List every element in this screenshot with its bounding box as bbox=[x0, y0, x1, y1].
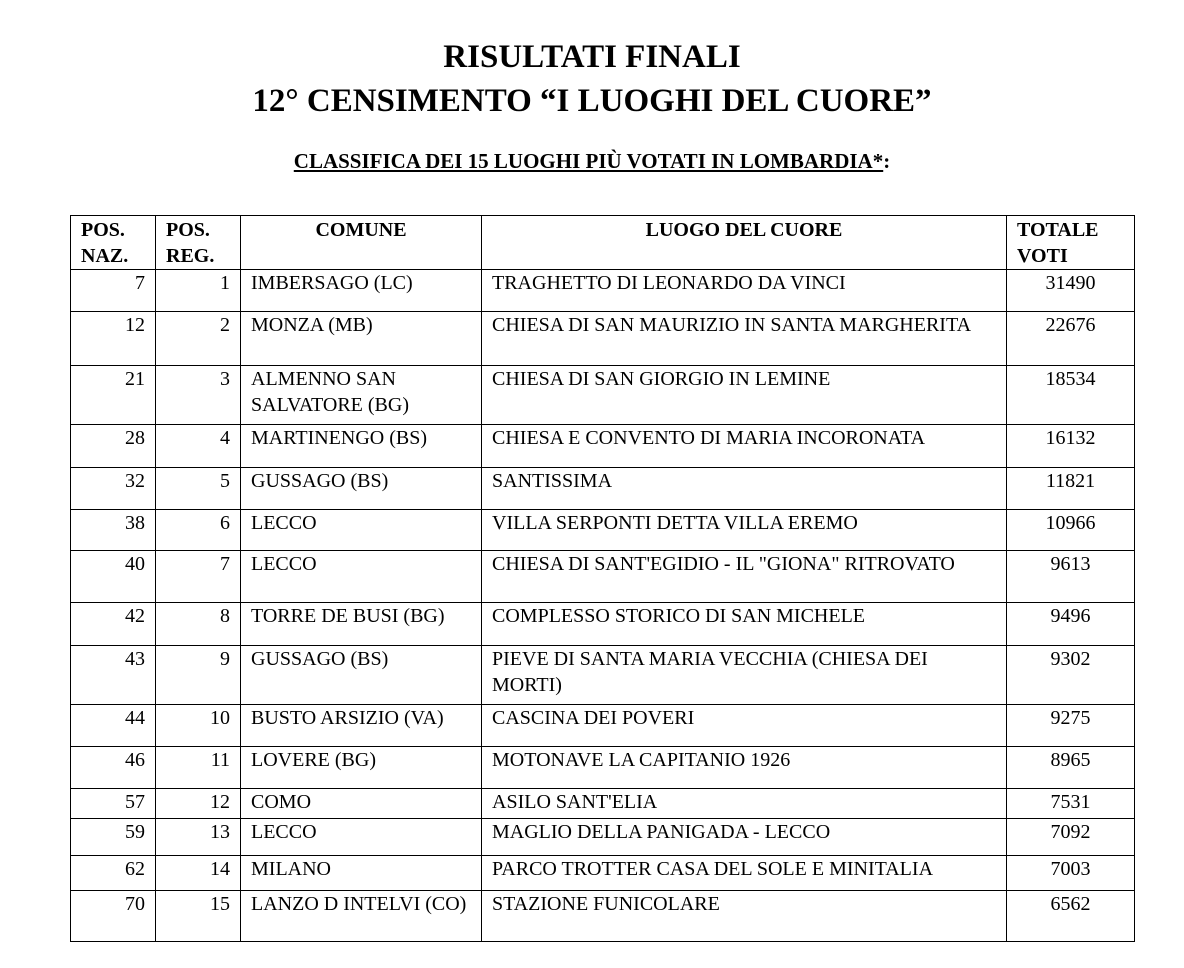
cell-comune: MARTINENGO (BS) bbox=[241, 425, 482, 468]
subtitle-text: CLASSIFICA DEI 15 LUOGHI PIÙ VOTATI IN LOMBARDIA* bbox=[293, 149, 884, 173]
cell-totale-voti: 18534 bbox=[1007, 366, 1135, 425]
cell-pos-reg: 3 bbox=[156, 366, 241, 425]
cell-comune: GUSSAGO (BS) bbox=[241, 646, 482, 705]
cell-luogo: CHIESA DI SANT'EGIDIO - IL "GIONA" RITROVATO bbox=[482, 551, 1007, 603]
cell-pos-naz: 32 bbox=[71, 468, 156, 510]
cell-totale-voti: 9302 bbox=[1007, 646, 1135, 705]
subtitle-colon: : bbox=[883, 149, 891, 173]
cell-pos-reg: 1 bbox=[156, 270, 241, 312]
cell-pos-reg: 11 bbox=[156, 747, 241, 789]
cell-pos-naz: 28 bbox=[71, 425, 156, 468]
cell-totale-voti: 7003 bbox=[1007, 856, 1135, 891]
cell-comune: COMO bbox=[241, 789, 482, 819]
cell-luogo: PARCO TROTTER CASA DEL SOLE E MINITALIA bbox=[482, 856, 1007, 891]
table-row bbox=[71, 425, 1135, 468]
col-header-totale-voti: TOTALE VOTI bbox=[1007, 216, 1135, 270]
table-row bbox=[71, 819, 1135, 856]
cell-pos-naz: 62 bbox=[71, 856, 156, 891]
table-row bbox=[71, 270, 1135, 312]
cell-pos-naz: 46 bbox=[71, 747, 156, 789]
cell-comune: GUSSAGO (BS) bbox=[241, 468, 482, 510]
cell-totale-voti: 22676 bbox=[1007, 312, 1135, 366]
table-row bbox=[71, 468, 1135, 510]
cell-pos-naz: 7 bbox=[71, 270, 156, 312]
cell-pos-reg: 4 bbox=[156, 425, 241, 468]
cell-pos-naz: 21 bbox=[71, 366, 156, 425]
cell-comune: LOVERE (BG) bbox=[241, 747, 482, 789]
table-row bbox=[71, 366, 1135, 425]
cell-pos-reg: 9 bbox=[156, 646, 241, 705]
cell-luogo: MAGLIO DELLA PANIGADA - LECCO bbox=[482, 819, 1007, 856]
cell-pos-reg: 12 bbox=[156, 789, 241, 819]
table-row bbox=[71, 789, 1135, 819]
table-row bbox=[71, 510, 1135, 551]
cell-luogo: VILLA SERPONTI DETTA VILLA EREMO bbox=[482, 510, 1007, 551]
cell-comune: LECCO bbox=[241, 510, 482, 551]
col-header-comune: COMUNE bbox=[241, 216, 482, 270]
cell-pos-reg: 5 bbox=[156, 468, 241, 510]
cell-comune: TORRE DE BUSI (BG) bbox=[241, 603, 482, 646]
cell-luogo: TRAGHETTO DI LEONARDO DA VINCI bbox=[482, 270, 1007, 312]
cell-pos-reg: 2 bbox=[156, 312, 241, 366]
cell-pos-naz: 44 bbox=[71, 705, 156, 747]
cell-pos-reg: 8 bbox=[156, 603, 241, 646]
col-header-pos-reg: POS. REG. bbox=[156, 216, 241, 270]
table-row bbox=[71, 891, 1135, 942]
table-header-row bbox=[71, 216, 1135, 270]
cell-luogo: CASCINA DEI POVERI bbox=[482, 705, 1007, 747]
cell-pos-naz: 70 bbox=[71, 891, 156, 942]
cell-pos-naz: 43 bbox=[71, 646, 156, 705]
cell-totale-voti: 9496 bbox=[1007, 603, 1135, 646]
cell-luogo: CHIESA DI SAN MAURIZIO IN SANTA MARGHERITA bbox=[482, 312, 1007, 366]
table-row bbox=[71, 705, 1135, 747]
cell-comune: ALMENNO SAN SALVATORE (BG) bbox=[241, 366, 482, 425]
table-row bbox=[71, 603, 1135, 646]
cell-pos-reg: 6 bbox=[156, 510, 241, 551]
results-table bbox=[70, 215, 1135, 942]
cell-comune: BUSTO ARSIZIO (VA) bbox=[241, 705, 482, 747]
table-row bbox=[71, 312, 1135, 366]
cell-luogo: CHIESA DI SAN GIORGIO IN LEMINE bbox=[482, 366, 1007, 425]
cell-pos-naz: 57 bbox=[71, 789, 156, 819]
cell-luogo: CHIESA E CONVENTO DI MARIA INCORONATA bbox=[482, 425, 1007, 468]
cell-luogo: COMPLESSO STORICO DI SAN MICHELE bbox=[482, 603, 1007, 646]
cell-pos-reg: 14 bbox=[156, 856, 241, 891]
cell-comune: MILANO bbox=[241, 856, 482, 891]
cell-totale-voti: 6562 bbox=[1007, 891, 1135, 942]
cell-pos-naz: 42 bbox=[71, 603, 156, 646]
table-row bbox=[71, 551, 1135, 603]
table-row bbox=[71, 646, 1135, 705]
cell-totale-voti: 31490 bbox=[1007, 270, 1135, 312]
cell-pos-naz: 38 bbox=[71, 510, 156, 551]
cell-pos-reg: 10 bbox=[156, 705, 241, 747]
cell-totale-voti: 7531 bbox=[1007, 789, 1135, 819]
page-subtitle bbox=[0, 148, 1184, 174]
cell-totale-voti: 10966 bbox=[1007, 510, 1135, 551]
cell-comune: LANZO D INTELVI (CO) bbox=[241, 891, 482, 942]
cell-comune: LECCO bbox=[241, 819, 482, 856]
cell-luogo: MOTONAVE LA CAPITANIO 1926 bbox=[482, 747, 1007, 789]
table-row bbox=[71, 747, 1135, 789]
cell-pos-reg: 7 bbox=[156, 551, 241, 603]
cell-totale-voti: 9275 bbox=[1007, 705, 1135, 747]
cell-comune: LECCO bbox=[241, 551, 482, 603]
page-title-line2: 12° CENSIMENTO “I LUOGHI DEL CUORE” bbox=[252, 83, 932, 119]
cell-totale-voti: 16132 bbox=[1007, 425, 1135, 468]
cell-luogo: PIEVE DI SANTA MARIA VECCHIA (CHIESA DEI MORTI) bbox=[482, 646, 1007, 705]
cell-pos-reg: 13 bbox=[156, 819, 241, 856]
cell-pos-reg: 15 bbox=[156, 891, 241, 942]
cell-totale-voti: 7092 bbox=[1007, 819, 1135, 856]
page-title-line1: RISULTATI FINALI bbox=[443, 39, 741, 75]
cell-totale-voti: 9613 bbox=[1007, 551, 1135, 603]
cell-pos-naz: 59 bbox=[71, 819, 156, 856]
cell-totale-voti: 11821 bbox=[1007, 468, 1135, 510]
cell-pos-naz: 12 bbox=[71, 312, 156, 366]
cell-luogo: ASILO SANT'ELIA bbox=[482, 789, 1007, 819]
cell-comune: IMBERSAGO (LC) bbox=[241, 270, 482, 312]
cell-pos-naz: 40 bbox=[71, 551, 156, 603]
cell-luogo: STAZIONE FUNICOLARE bbox=[482, 891, 1007, 942]
cell-totale-voti: 8965 bbox=[1007, 747, 1135, 789]
cell-luogo: SANTISSIMA bbox=[482, 468, 1007, 510]
col-header-pos-naz: POS. NAZ. bbox=[71, 216, 156, 270]
col-header-luogo: LUOGO DEL CUORE bbox=[482, 216, 1007, 270]
cell-comune: MONZA (MB) bbox=[241, 312, 482, 366]
table-row bbox=[71, 856, 1135, 891]
